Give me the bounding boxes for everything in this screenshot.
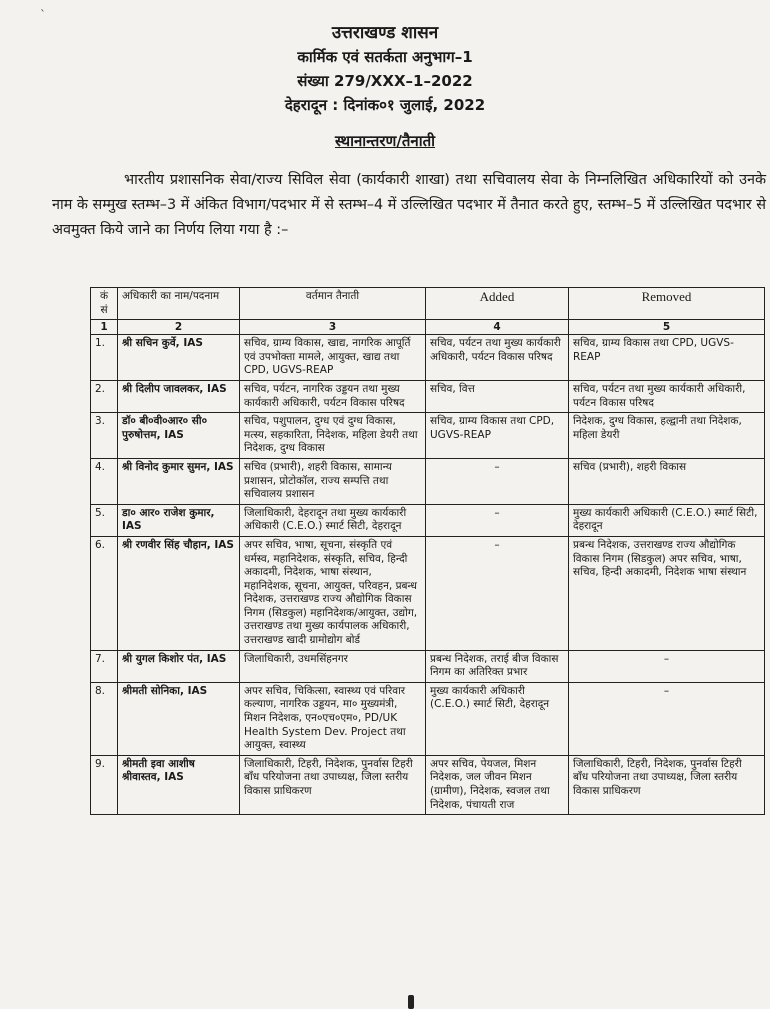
row-removed: सचिव, ग्राम्य विकास तथा CPD, UGVS-REAP xyxy=(569,335,765,381)
row-removed: प्रबन्ध निदेशक, उत्तराखण्ड राज्य औद्योगिक विकास निगम (सिडकुल) अपर सचिव, भाषा, सचिव, हिन्दी अकादमी, निदेशक भाषा संस्थान xyxy=(569,536,765,650)
row-removed: सचिव, पर्यटन तथा मुख्य कार्यकारी अधिकारी, पर्यटन विकास परिषद xyxy=(569,380,765,412)
row-officer-name: श्रीमती इवा आशीष श्रीवास्तव, IAS xyxy=(118,755,240,814)
document-header xyxy=(0,22,770,116)
page-number-mark xyxy=(408,995,414,1009)
table-row xyxy=(91,413,765,459)
row-removed: मुख्य कार्यकारी अधिकारी (C.E.O.) स्मार्ट सिटी, देहरादून xyxy=(569,504,765,536)
row-serial: 6. xyxy=(91,536,118,650)
row-officer-name: डा० आर० राजेश कुमार, IAS xyxy=(118,504,240,536)
row-current-posting: सचिव, ग्राम्य विकास, खाद्य, नागरिक आपूर्ति एवं उपभोक्ता मामले, आयुक्त, खाद्य तथा CPD, UGVS-REAP xyxy=(240,335,426,381)
row-added: – xyxy=(426,504,569,536)
row-removed: जिलाधिकारी, टिहरी, निदेशक, पुनर्वास टिहरी बाँध परियोजना तथा उपाध्यक्ष, जिला स्तरीय विकास प्राधिकरण xyxy=(569,755,765,814)
row-serial: 3. xyxy=(91,413,118,459)
row-removed: सचिव (प्रभारी), शहरी विकास xyxy=(569,458,765,504)
row-officer-name: श्रीमती सोनिका, IAS xyxy=(118,682,240,755)
header-removed: Removed xyxy=(569,288,765,320)
row-current-posting: जिलाधिकारी, टिहरी, निदेशक, पुनर्वास टिहरी बाँध परियोजना तथा उपाध्यक्ष, जिला स्तरीय विकास प्राधिकरण xyxy=(240,755,426,814)
row-current-posting: सचिव (प्रभारी), शहरी विकास, सामान्य प्रशासन, प्रोटोकॉल, राज्य सम्पत्ति तथा सचिवालय प्रशासन xyxy=(240,458,426,504)
row-added: सचिव, ग्राम्य विकास तथा CPD, UGVS-REAP xyxy=(426,413,569,459)
transfer-table xyxy=(90,287,765,815)
row-added: सचिव, वित्त xyxy=(426,380,569,412)
row-serial: 9. xyxy=(91,755,118,814)
header-department: कार्मिक एवं सतर्कता अनुभाग–1 xyxy=(297,48,473,66)
header-officer-name: अधिकारी का नाम/पदनाम xyxy=(118,288,240,320)
order-paragraph: भारतीय प्रशासनिक सेवा/राज्य सिविल सेवा (कार्यकारी शाखा) तथा सचिवालय सेवा के निम्नलिखित अधिकारियों को उनके नाम के सम्मुख स्तम्भ–3 में अंकित विभाग/पदभार में से स्तम्भ–4 में उल्लिखित पदभार में तैनात करते हुए, स्तम्भ–5 में उल्लिखित पदभार से अवमुक्त किये जाने का निर्णय लिया गया है :– xyxy=(52,172,766,238)
row-officer-name: श्री दिलीप जावलकर, IAS xyxy=(118,380,240,412)
row-officer-name: श्री विनोद कुमार सुमन, IAS xyxy=(118,458,240,504)
row-added: – xyxy=(426,458,569,504)
row-current-posting: सचिव, पर्यटन, नागरिक उड्डयन तथा मुख्य कार्यकारी अधिकारी, पर्यटन विकास परिषद xyxy=(240,380,426,412)
table-row xyxy=(91,650,765,682)
table-row xyxy=(91,335,765,381)
row-current-posting: जिलाधिकारी, देहरादून तथा मुख्य कार्यकारी अधिकारी (C.E.O.) स्मार्ट सिटी, देहरादून xyxy=(240,504,426,536)
row-serial: 7. xyxy=(91,650,118,682)
header-date: देहरादून : दिनांक०१ जुलाई, 2022 xyxy=(284,96,486,114)
row-current-posting: अपर सचिव, भाषा, सूचना, संस्कृति एवं धर्मस्व, महानिदेशक, संस्कृति, सचिव, हिन्दी अकादमी, निदेशक, भाषा संस्थान, महानिदेशक, सूचना, आयुक्त, परिवहन, प्रबन्ध निदेशक, उत्तराखण्ड राज्य औद्योगिक विकास निगम (सिडकुल) महानिदेशक/आयुक्त, उद्योग, उत्तराखण्ड तथा मुख्य कार्यपालक अधिकारी, उत्तराखण्ड खादी ग्रामोद्योग बोर्ड xyxy=(240,536,426,650)
document-subject: स्थानान्तरण/तैनाती xyxy=(334,132,436,150)
corner-mark: ` xyxy=(40,8,46,22)
col-number: 1 xyxy=(91,320,118,335)
row-officer-name: श्री सचिन कुर्वे, IAS xyxy=(118,335,240,381)
header-current-posting: वर्तमान तैनाती xyxy=(240,288,426,320)
table-row xyxy=(91,380,765,412)
table-row xyxy=(91,458,765,504)
row-added: – xyxy=(426,536,569,650)
header-order-number: संख्या 279/XXX–1–2022 xyxy=(297,72,473,90)
table-row xyxy=(91,536,765,650)
col-number: 2 xyxy=(118,320,240,335)
row-added: प्रबन्ध निदेशक, तराई बीज विकास निगम का अतिरिक्त प्रभार xyxy=(426,650,569,682)
row-removed: निदेशक, दुग्ध विकास, हल्द्वानी तथा निदेशक, महिला डेयरी xyxy=(569,413,765,459)
col-number: 4 xyxy=(426,320,569,335)
row-serial: 8. xyxy=(91,682,118,755)
column-number-row xyxy=(91,320,765,335)
row-added: सचिव, पर्यटन तथा मुख्य कार्यकारी अधिकारी, पर्यटन विकास परिषद xyxy=(426,335,569,381)
table-row xyxy=(91,755,765,814)
col-number: 5 xyxy=(569,320,765,335)
table-row xyxy=(91,504,765,536)
row-serial: 5. xyxy=(91,504,118,536)
row-current-posting: सचिव, पशुपालन, दुग्ध एवं दुग्ध विकास, मत्स्य, सहकारिता, निदेशक, महिला डेयरी तथा निदेशक, दुग्ध विकास xyxy=(240,413,426,459)
header-serial: कं सं xyxy=(91,288,118,320)
row-added: अपर सचिव, पेयजल, मिशन निदेशक, जल जीवन मिशन (ग्रामीण), निदेशक, स्वजल तथा निदेशक, पंचायती राज xyxy=(426,755,569,814)
row-serial: 1. xyxy=(91,335,118,381)
row-added: मुख्य कार्यकारी अधिकारी (C.E.O.) स्मार्ट सिटी, देहरादून xyxy=(426,682,569,755)
row-serial: 2. xyxy=(91,380,118,412)
col-number: 3 xyxy=(240,320,426,335)
table-row xyxy=(91,682,765,755)
row-serial: 4. xyxy=(91,458,118,504)
row-removed: – xyxy=(569,682,765,755)
header-government: उत्तराखण्ड शासन xyxy=(331,23,439,43)
row-removed: – xyxy=(569,650,765,682)
table-header-row xyxy=(91,288,765,320)
row-officer-name: श्री रणवीर सिंह चौहान, IAS xyxy=(118,536,240,650)
header-added: Added xyxy=(426,288,569,320)
row-officer-name: डॉ० बी०वी०आर० सी० पुरुषोत्तम, IAS xyxy=(118,413,240,459)
row-current-posting: जिलाधिकारी, उधमसिंहनगर xyxy=(240,650,426,682)
row-current-posting: अपर सचिव, चिकित्सा, स्वास्थ्य एवं परिवार कल्याण, नागरिक उड्डयन, मा० मुख्यमंत्री, मिशन निदेशक, एन०एच०एम०, PD/UK Health System Dev. Project तथा आयुक्त, स्वास्थ्य xyxy=(240,682,426,755)
row-officer-name: श्री युगल किशोर पंत, IAS xyxy=(118,650,240,682)
